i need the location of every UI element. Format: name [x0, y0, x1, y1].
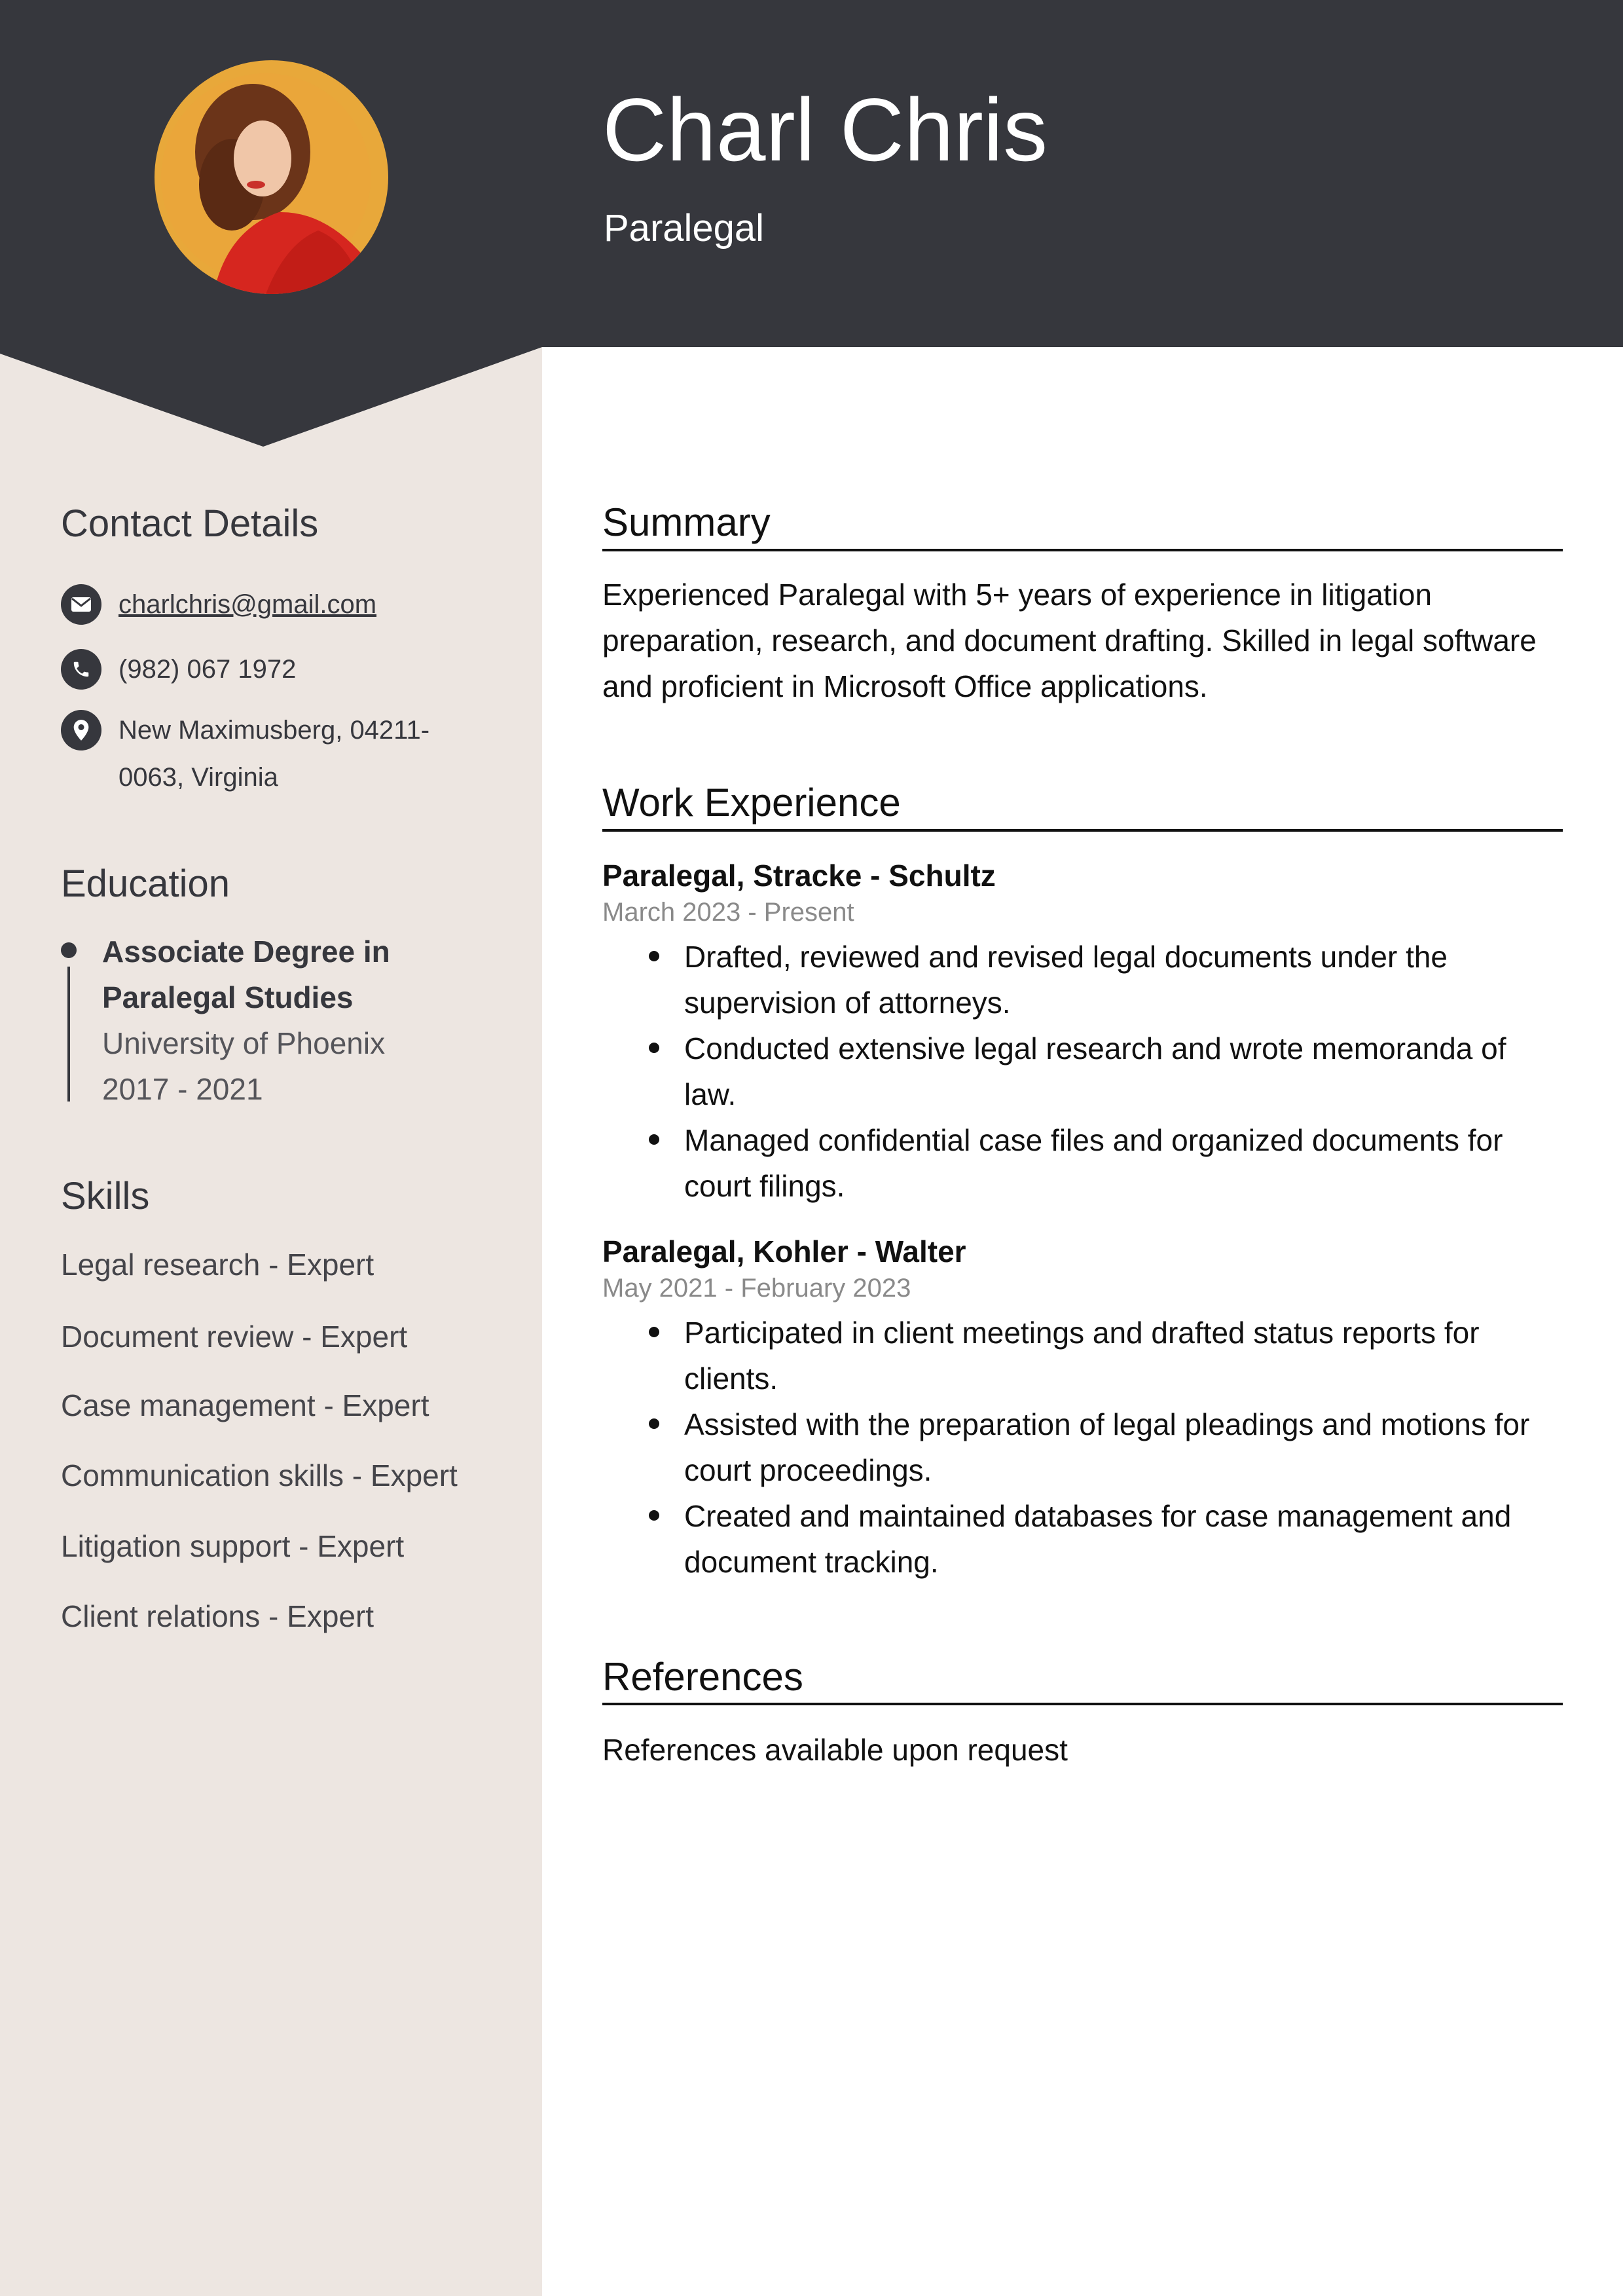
bullet-item	[602, 1310, 1563, 1401]
bullet-item	[602, 1493, 1563, 1585]
contact-phone	[61, 649, 296, 693]
job-title: Paralegal, Stracke - Schultz	[602, 859, 996, 893]
job-bullets	[602, 934, 1563, 1209]
bullet-line: supervision of attorneys.	[684, 986, 1011, 1020]
summary-text	[602, 572, 1571, 709]
education-years: 2017 - 2021	[102, 1072, 263, 1106]
bullet-line: Managed confidential case files and organized documents for	[684, 1123, 1503, 1157]
job-title: Paralegal, Kohler - Walter	[602, 1234, 966, 1268]
education-entry	[102, 929, 390, 1112]
bullet-dot	[649, 1134, 659, 1145]
candidate-title: Paralegal	[604, 207, 765, 250]
location-pin-icon	[61, 710, 101, 750]
job-dates: May 2021 - February 2023	[602, 1274, 911, 1303]
job-dates: March 2023 - Present	[602, 898, 854, 927]
bullet-item	[602, 1026, 1563, 1117]
bullet-dot	[649, 1327, 659, 1337]
education-heading: Education	[61, 862, 230, 905]
summary-line: and proficient in Microsoft Office applications.	[602, 669, 1208, 703]
school-name: University of Phoenix	[102, 1026, 386, 1060]
bullet-dot	[649, 1510, 659, 1521]
work-rule	[602, 829, 1563, 832]
header-chevron	[0, 346, 542, 448]
references-text: References available upon request	[602, 1733, 1068, 1767]
contact-heading: Contact Details	[61, 502, 319, 545]
skill-item: Client relations - Expert	[61, 1599, 374, 1633]
references-rule	[602, 1703, 1563, 1705]
timeline-dot	[61, 942, 77, 958]
bullet-line: court filings.	[684, 1169, 845, 1203]
bullet-line: Participated in client meetings and drafted status reports for	[684, 1316, 1480, 1350]
address-line-1: New Maximusberg, 04211-	[119, 716, 430, 745]
summary-rule	[602, 549, 1563, 551]
bullet-line: document tracking.	[684, 1545, 939, 1579]
bullet-line: Drafted, reviewed and revised legal documents under the	[684, 940, 1448, 974]
skill-item: Communication skills - Expert	[61, 1458, 458, 1492]
references-heading: References	[602, 1655, 803, 1699]
bullet-line: Conducted extensive legal research and wrote memoranda of	[684, 1031, 1506, 1065]
phone-number: (982) 067 1972	[119, 655, 297, 684]
skill-item: Litigation support - Expert	[61, 1529, 405, 1563]
work-heading: Work Experience	[602, 781, 901, 824]
bullet-item	[602, 1117, 1563, 1209]
contact-email[interactable]	[61, 584, 376, 628]
degree-line-2: Paralegal Studies	[102, 980, 354, 1014]
envelope-icon	[61, 584, 101, 625]
bullet-item	[602, 934, 1563, 1026]
summary-line: preparation, research, and document drafting. Skilled in legal software	[602, 623, 1537, 657]
bullet-dot	[649, 1043, 659, 1053]
skills-heading: Skills	[61, 1175, 150, 1217]
profile-photo	[155, 60, 388, 294]
bullet-line: Created and maintained databases for case management and	[684, 1499, 1512, 1533]
timeline-line	[67, 967, 70, 1102]
candidate-name: Charl Chris	[602, 80, 1048, 179]
address-line-2: 0063, Virginia	[119, 763, 278, 792]
bullet-dot	[649, 1418, 659, 1429]
summary-line: Experienced Paralegal with 5+ years of experience in litigation	[602, 578, 1432, 612]
contact-address	[61, 710, 429, 801]
bullet-item	[602, 1401, 1563, 1493]
phone-icon	[61, 649, 101, 690]
skill-item: Legal research - Expert	[61, 1248, 374, 1282]
bullet-line: Assisted with the preparation of legal pleadings and motions for	[684, 1407, 1530, 1441]
summary-heading: Summary	[602, 500, 771, 544]
bullet-line: clients.	[684, 1361, 778, 1396]
bullet-dot	[649, 951, 659, 961]
skill-item: Case management - Expert	[61, 1388, 429, 1422]
job-bullets	[602, 1310, 1563, 1585]
bullet-line: court proceedings.	[684, 1453, 932, 1487]
degree-line-1: Associate Degree in	[102, 935, 390, 969]
email-link[interactable]: charlchris@gmail.com	[119, 590, 377, 619]
skill-item: Document review - Expert	[61, 1320, 408, 1354]
bullet-line: law.	[684, 1077, 737, 1111]
